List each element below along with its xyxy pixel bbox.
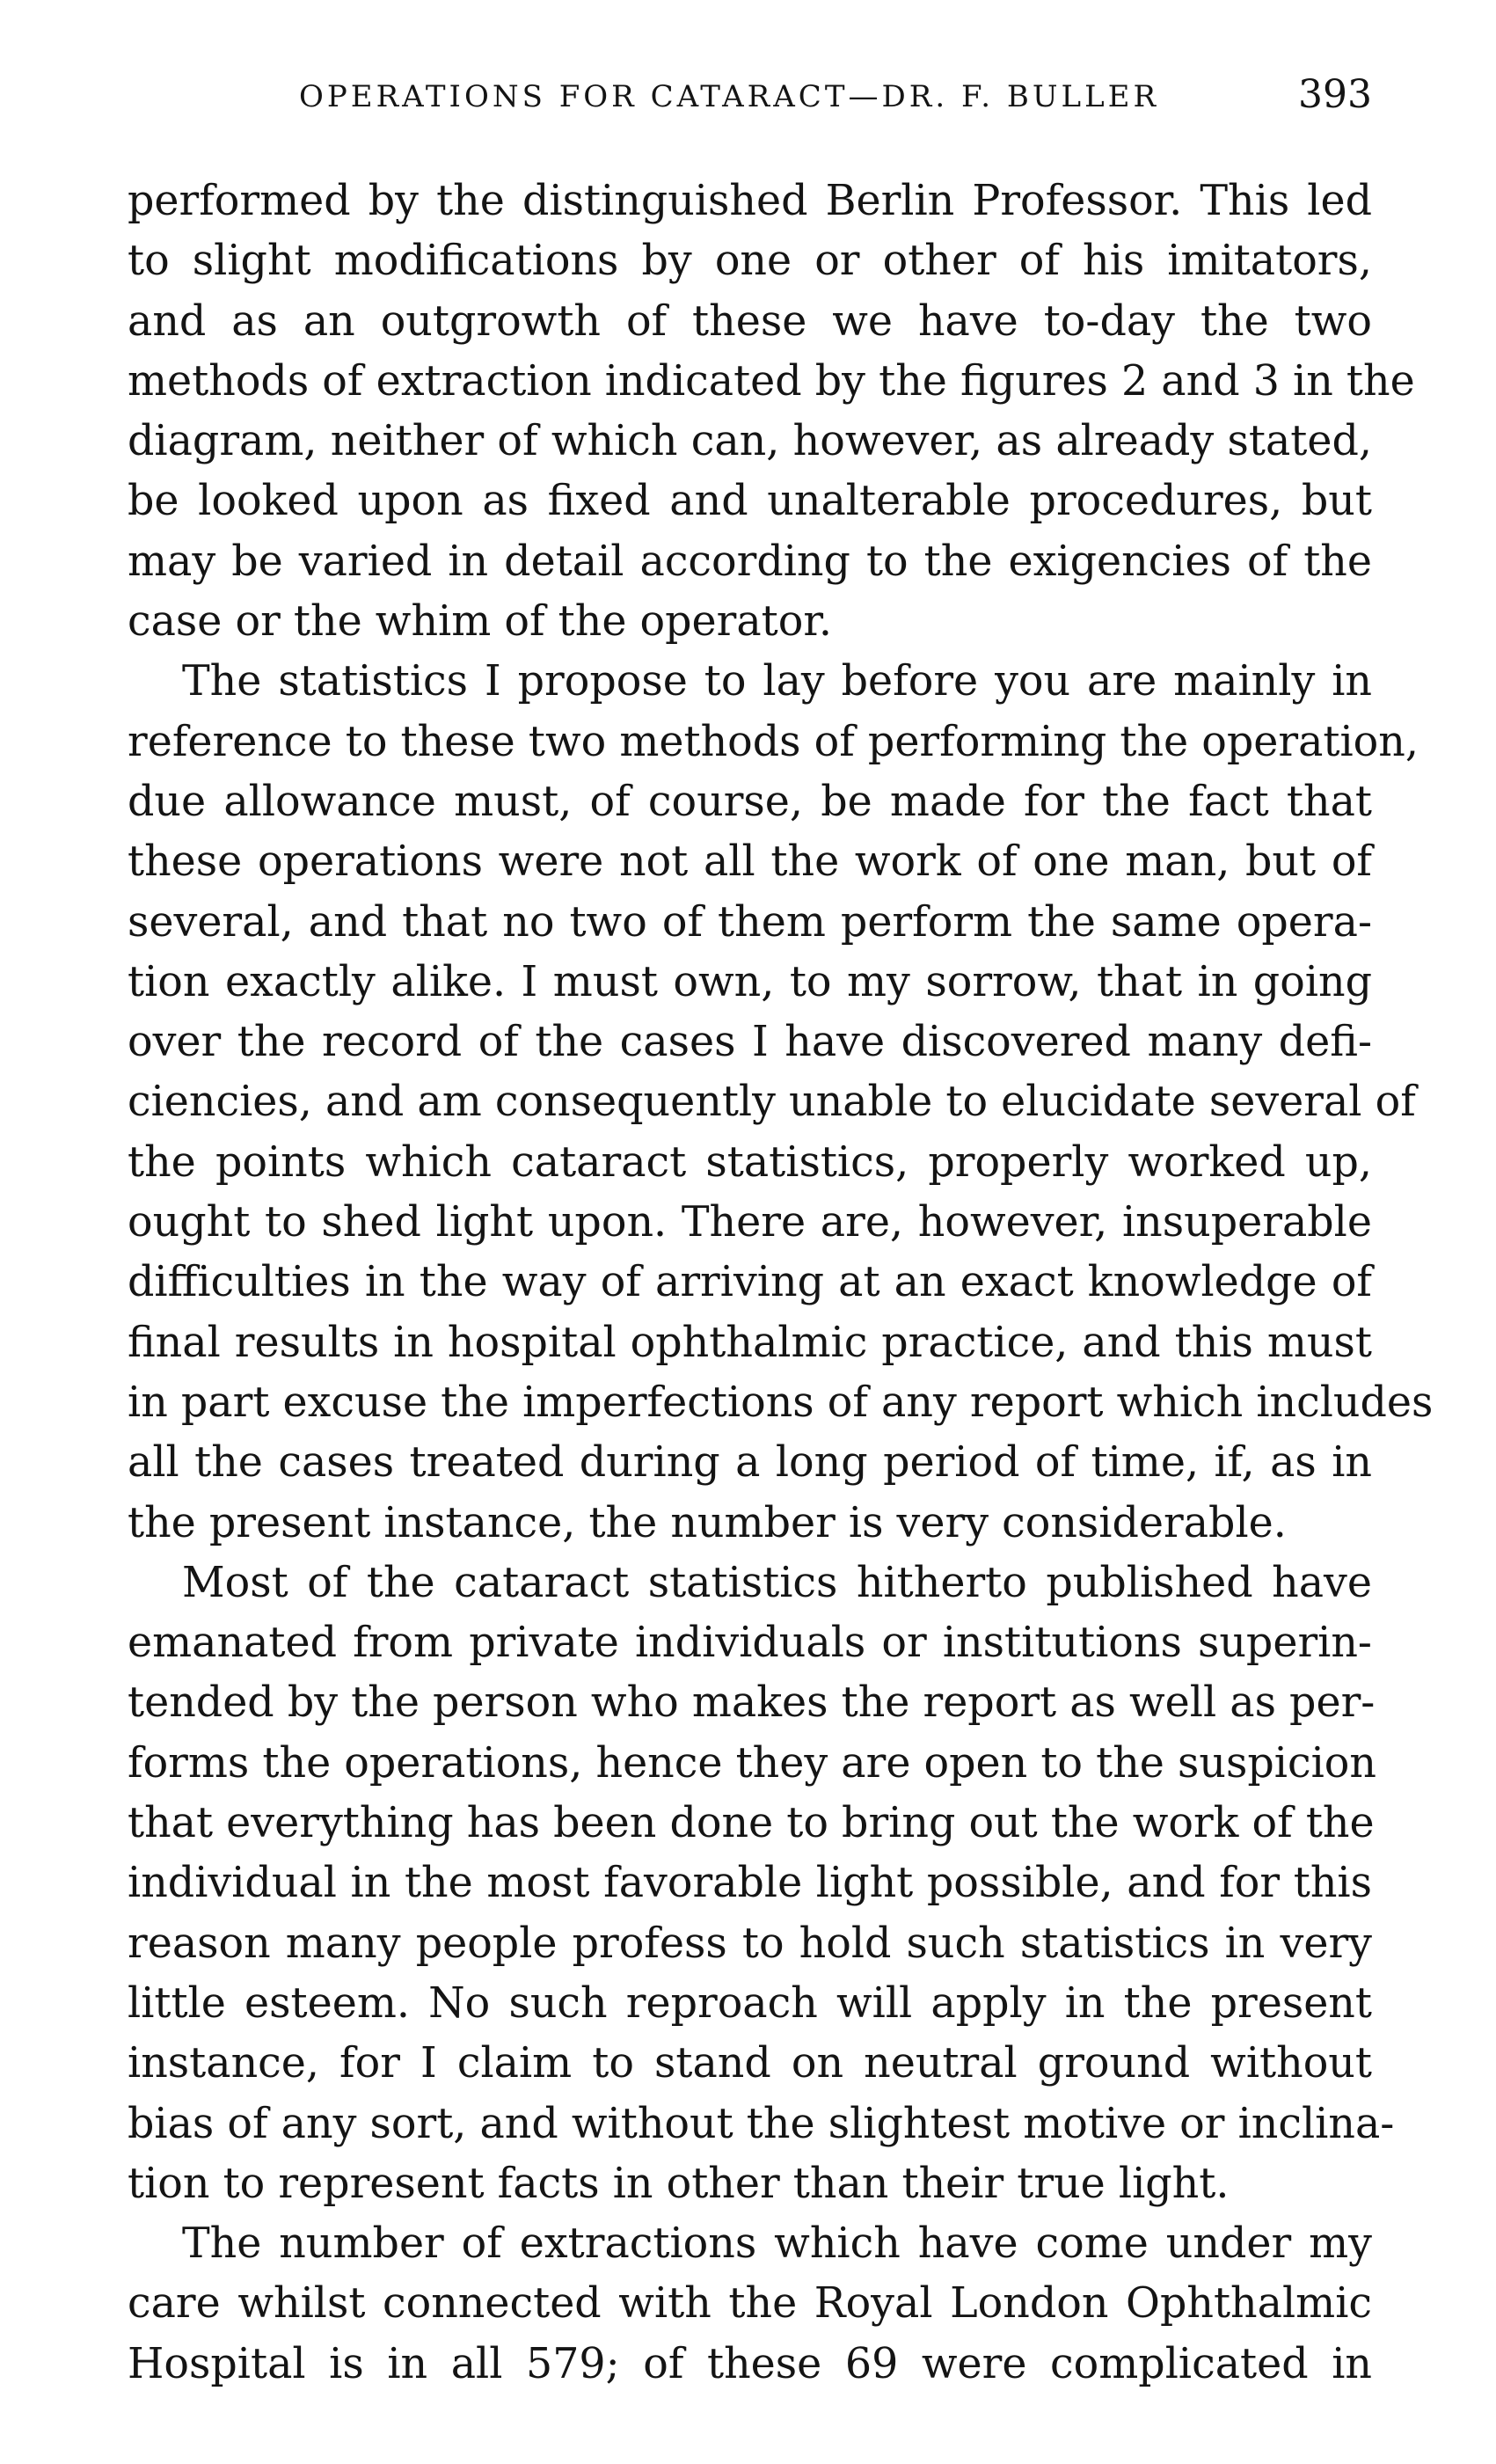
text-line: to slight modifications by one or other of his imitators, bbox=[128, 237, 1372, 286]
text-line: reason many people profess to hold such statistics in very bbox=[128, 1919, 1372, 1968]
text-line: reference to these two methods of performing the operation, bbox=[128, 717, 1419, 766]
text-line: Hospital is in all 579; of these 69 were complicated in bbox=[128, 2339, 1372, 2388]
text-line: ought to shed light upon. There are, however, insuperable bbox=[128, 1198, 1372, 1247]
text-line: individual in the most favorable light possible, and for this bbox=[128, 1859, 1372, 1908]
text-line: emanated from private individuals or institutions superin- bbox=[128, 1619, 1372, 1668]
text-line: that everything has been done to bring out the work of the bbox=[128, 1799, 1375, 1848]
text-line: instance, for I claim to stand on neutral ground without bbox=[128, 2039, 1372, 2088]
text-line: the present instance, the number is very considerable. bbox=[128, 1498, 1287, 1547]
running-head bbox=[123, 69, 1372, 148]
text-line: methods of extraction indicated by the figures 2 and 3 in the bbox=[128, 356, 1415, 406]
text-line: little esteem. No such reproach will apply in the present bbox=[128, 1978, 1372, 2028]
text-line: performed by the distinguished Berlin Professor. This led bbox=[128, 177, 1372, 225]
text-line: be looked upon as fixed and unalterable procedures, but bbox=[128, 477, 1372, 526]
page-number: 393 bbox=[1298, 72, 1372, 117]
text-line: over the record of the cases I have discovered many defi- bbox=[128, 1018, 1372, 1067]
text-line: bias of any sort, and without the slightest motive or inclina- bbox=[128, 2099, 1395, 2148]
text-line: case or the whim of the operator. bbox=[128, 597, 832, 647]
body-text bbox=[128, 172, 1434, 2395]
text-line: The statistics I propose to lay before you are mainly in bbox=[182, 657, 1372, 706]
text-line: tion to represent facts in other than their true light. bbox=[128, 2159, 1230, 2208]
text-line: The number of extractions which have come under my bbox=[182, 2219, 1372, 2269]
text-line: may be varied in detail according to the exigencies of the bbox=[128, 537, 1372, 586]
text-line: several, and that no two of them perform the same opera- bbox=[128, 897, 1372, 947]
text-line: care whilst connected with the Royal London Ophthalmic bbox=[128, 2279, 1372, 2329]
text-line: in part excuse the imperfections of any report which includes bbox=[128, 1378, 1434, 1427]
text-line: tended by the person who makes the report as well as per- bbox=[128, 1678, 1376, 1728]
text-line: diagram, neither of which can, however, as already stated, bbox=[128, 417, 1372, 466]
running-title: OPERATIONS FOR CATARACT—DR. F. BULLER bbox=[299, 79, 1160, 114]
text-line: Most of the cataract statistics hitherto published have bbox=[182, 1558, 1372, 1607]
text-line: forms the operations, hence they are open to the suspicion bbox=[128, 1738, 1376, 1788]
text-line: final results in hospital ophthalmic practice, and this must bbox=[128, 1318, 1372, 1367]
text-line: tion exactly alike. I must own, to my sorrow, that in going bbox=[128, 957, 1372, 1006]
text-line: the points which cataract statistics, properly worked up, bbox=[128, 1137, 1372, 1187]
text-line: ciencies, and am consequently unable to elucidate several of bbox=[128, 1078, 1416, 1127]
text-line: due allowance must, of course, be made for the fact that bbox=[128, 777, 1372, 826]
text-line: and as an outgrowth of these we have to-day the two bbox=[128, 296, 1372, 346]
text-line: these operations were not all the work of one man, but of bbox=[128, 837, 1372, 887]
text-line: all the cases treated during a long period of time, if, as in bbox=[128, 1438, 1372, 1488]
text-line: difficulties in the way of arriving at an exact knowledge of bbox=[128, 1258, 1372, 1307]
